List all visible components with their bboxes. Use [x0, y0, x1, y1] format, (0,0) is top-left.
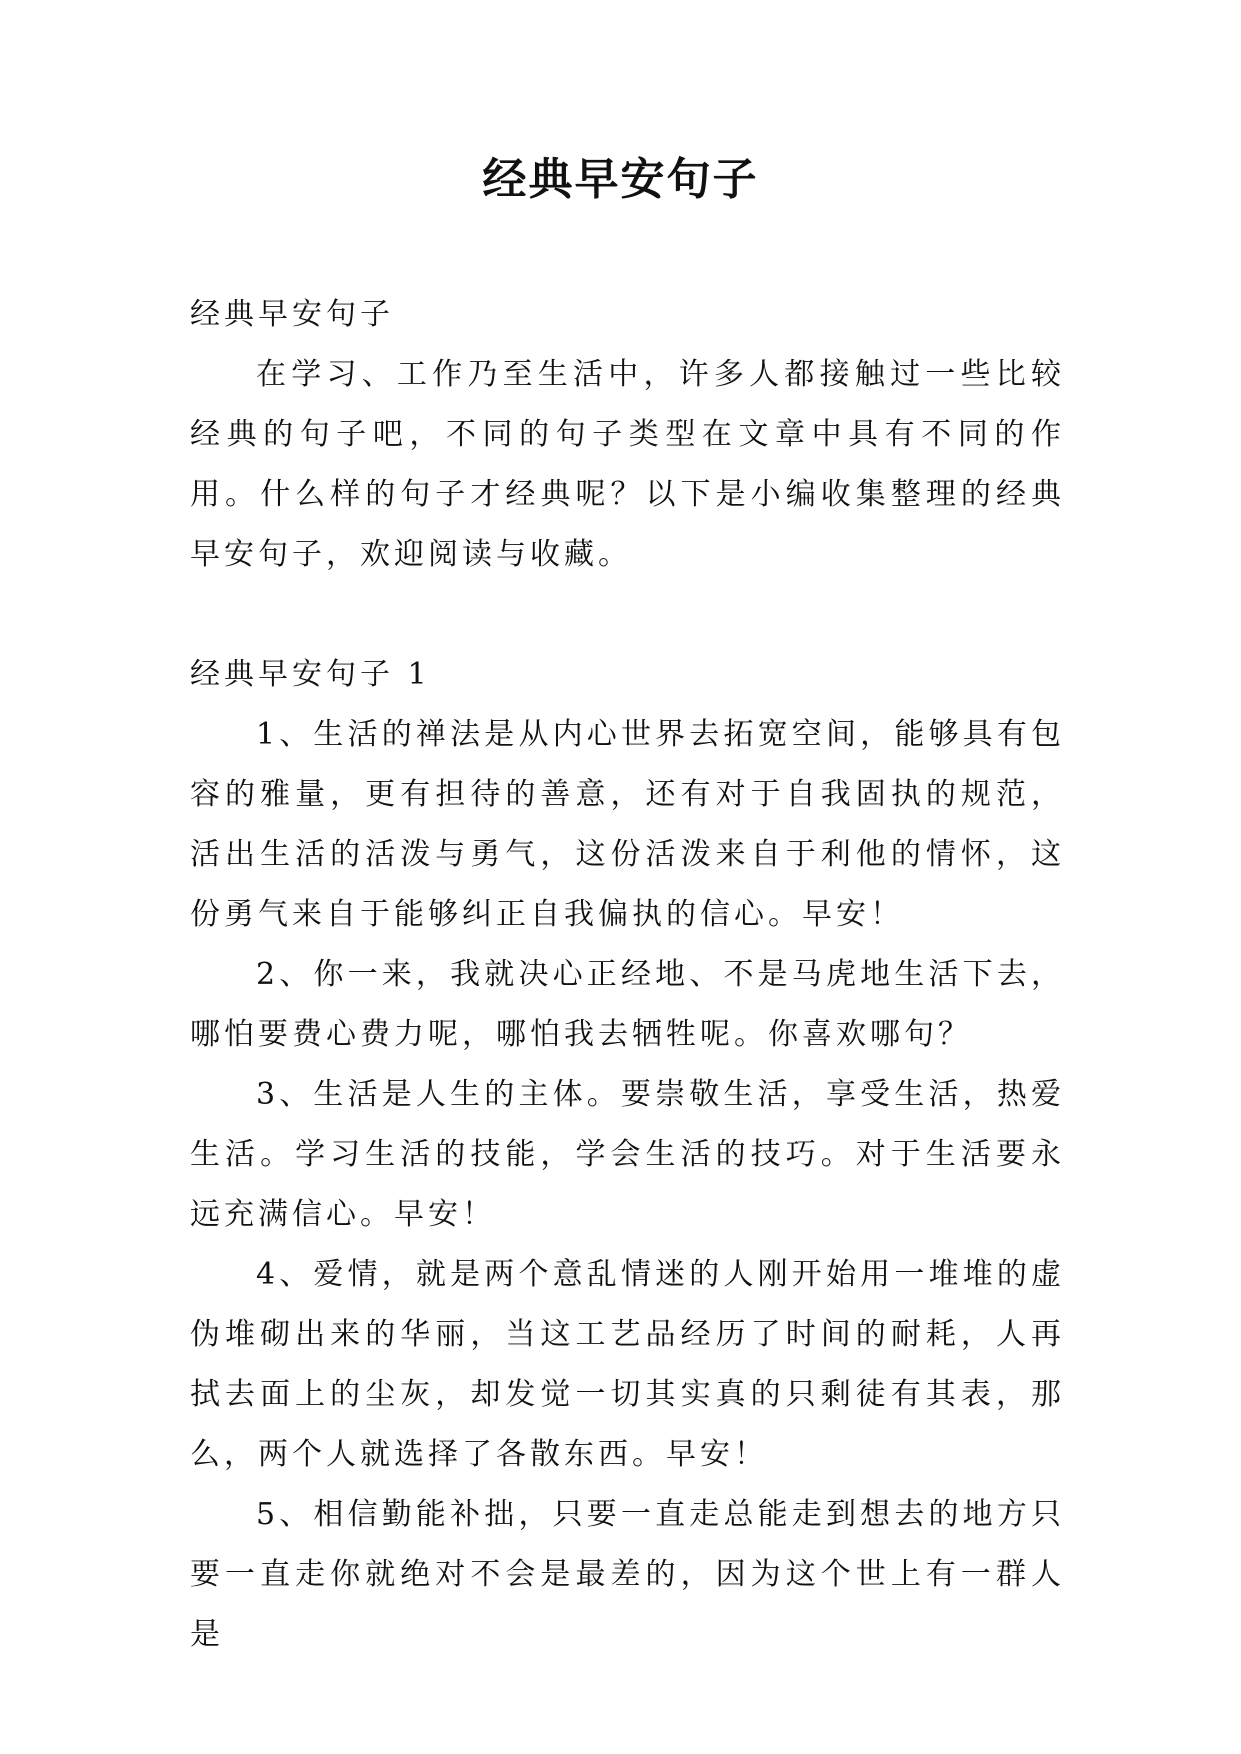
- section-heading: 经典早安句子 1: [190, 657, 431, 692]
- list-item: 5、相信勤能补拙，只要一直走总能走到想去的地方只要一直走你就绝对不会是最差的，因为这个世上有一群人是: [190, 1497, 1065, 1652]
- document-body: [190, 285, 1065, 1665]
- paragraph-gap: [190, 585, 1065, 645]
- intro-paragraph: 在学习、工作乃至生活中，许多人都接触过一些比较经典的句子吧，不同的句子类型在文章中具有不同的作用。什么样的句子才经典呢？以下是小编收集整理的经典早安句子，欢迎阅读与收藏。: [190, 357, 1065, 572]
- list-item: 1、生活的禅法是从内心世界去拓宽空间，能够具有包容的雅量，更有担待的善意，还有对于自我固执的规范，活出生活的活泼与勇气，这份活泼来自于利他的情怀，这份勇气来自于能够纠正自我偏执的信心。早安！: [190, 717, 1065, 932]
- list-item: 2、你一来，我就决心正经地、不是马虎地生活下去，哪怕要费心费力呢，哪怕我去牺牲呢。你喜欢哪句？: [190, 957, 1065, 1052]
- list-item: 3、生活是人生的主体。要崇敬生活，享受生活，热爱生活。学习生活的技能，学会生活的技巧。对于生活要永远充满信心。早安！: [190, 1077, 1065, 1232]
- document-title: 经典早安句子: [482, 154, 759, 205]
- document-subtitle: 经典早安句子: [190, 297, 394, 332]
- list-item: 4、爱情，就是两个意乱情迷的人刚开始用一堆堆的虚伪堆砌出来的华丽，当这工艺品经历了时间的耐耗，人再拭去面上的尘灰，却发觉一切其实真的只剩徒有其表，那么，两个人就选择了各散东西。早安！: [190, 1257, 1065, 1472]
